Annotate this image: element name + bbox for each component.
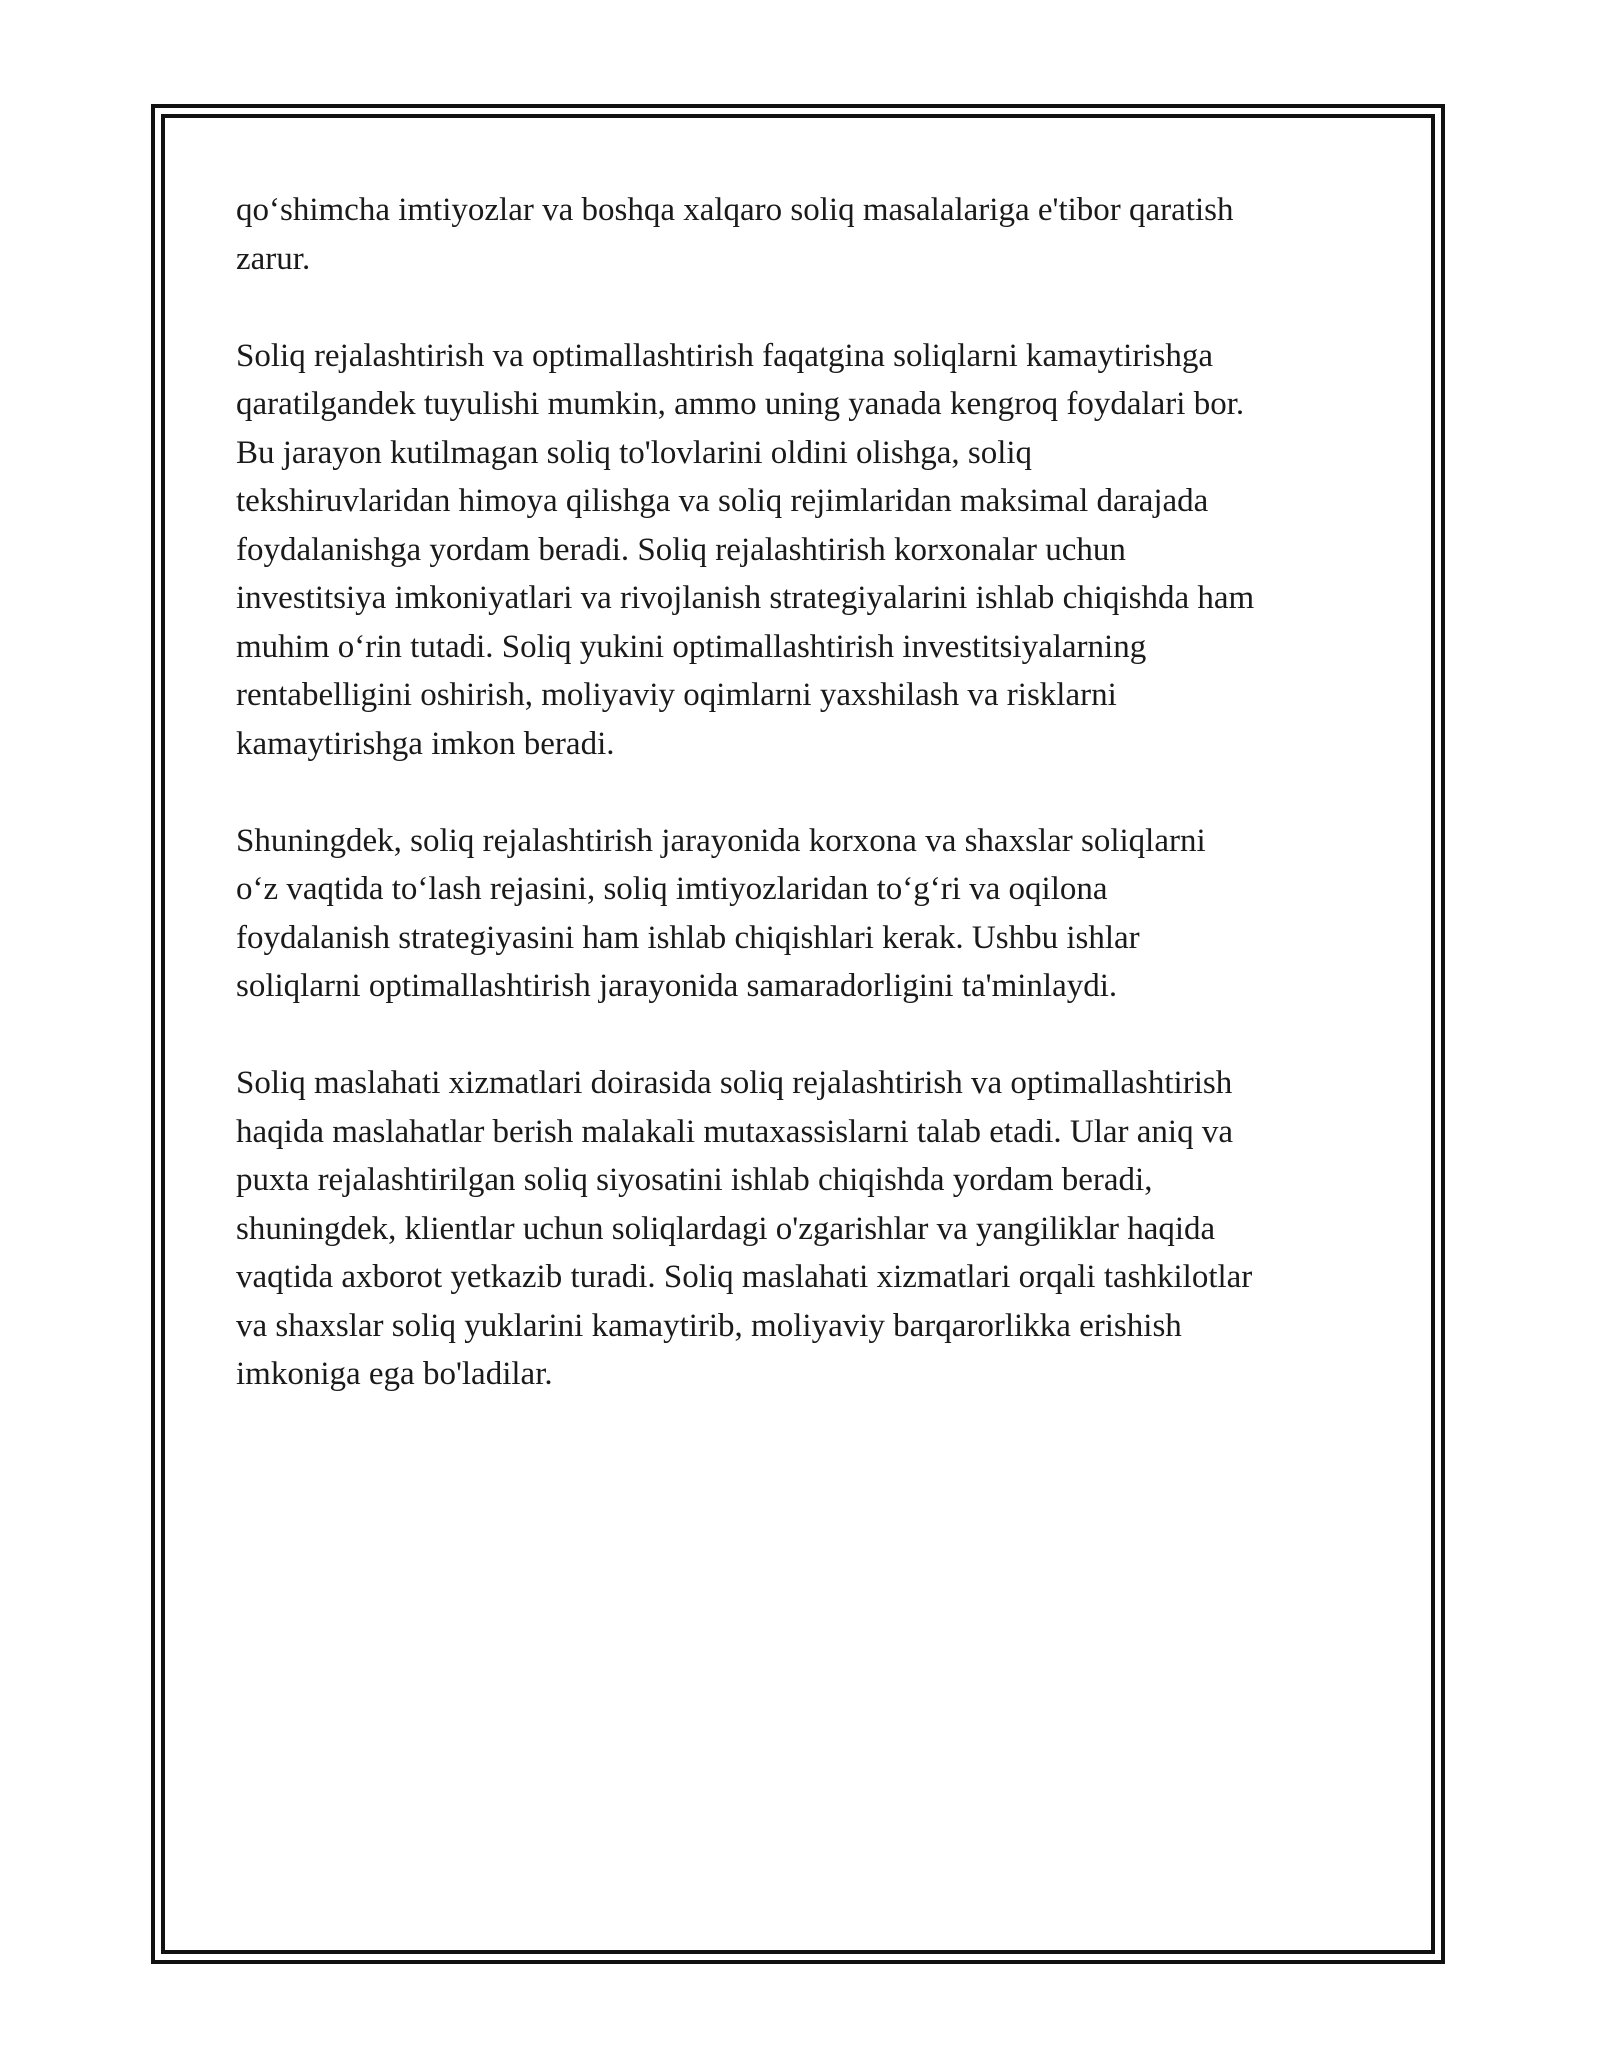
paragraph-3: Shuningdek, soliq rejalashtirish jarayonida korxona va shaxslar soliqlarni o‘z vaqtida to‘lash rejasini, soliq imtiyozlaridan to‘g‘ri va oqilona foydalanish strategiyasini ham ishlab chiqishlari kerak. Ushbu ishlar soliqlarni optimallashtirish jarayonida samaradorligini ta'minlaydi. xyxy=(236,822,1206,1004)
paragraph-4: Soliq maslahati xizmatlari doirasida soliq rejalashtirish va optimallashtirish haqida maslahatlar berish malakali mutaxassislarni talab etadi. Ular aniq va puxta rejalashtirilgan soliq siyosatini ishlab chiqishda yordam beradi, shuningdek, klientlar uchun soliqlardagi o'zgarishlar va yangiliklar haqida vaqtida axborot yetkazib turadi. Soliq maslahati xizmatlari orqali tashkilotlar va shaxslar soliq yuklarini kamaytirib, moliyaviy barqarorlikka erishish imkoniga ega bo'ladilar. xyxy=(236,1065,1253,1392)
paragraph-2: Soliq rejalashtirish va optimallashtirish faqatgina soliqlarni kamaytirishga qaratilgandek tuyulishi mumkin, ammo uning yanada kengroq foydalari bor. Bu jarayon kutilmagan soliq to'lovlarini oldini olishga, soliq tekshiruvlaridan himoya qilishga va soliq rejimlaridan maksimal darajada foydalanishga yordam beradi. Soliq rejalashtirish korxonalar uchun investitsiya imkoniyatlari va rivojlanish strategiyalarini ishlab chiqishda ham muhim o‘rin tutadi. Soliq yukini optimallashtirish investitsiyalarning rentabelligini oshirish, moliyaviy oqimlarni yaxshilash va risklarni kamaytirishga imkon beradi. xyxy=(236,337,1255,762)
document-body xyxy=(236,186,1366,1447)
paragraph-1: qo‘shimcha imtiyozlar va boshqa xalqaro soliq masalalariga e'tibor qaratish zarur. xyxy=(236,192,1234,277)
